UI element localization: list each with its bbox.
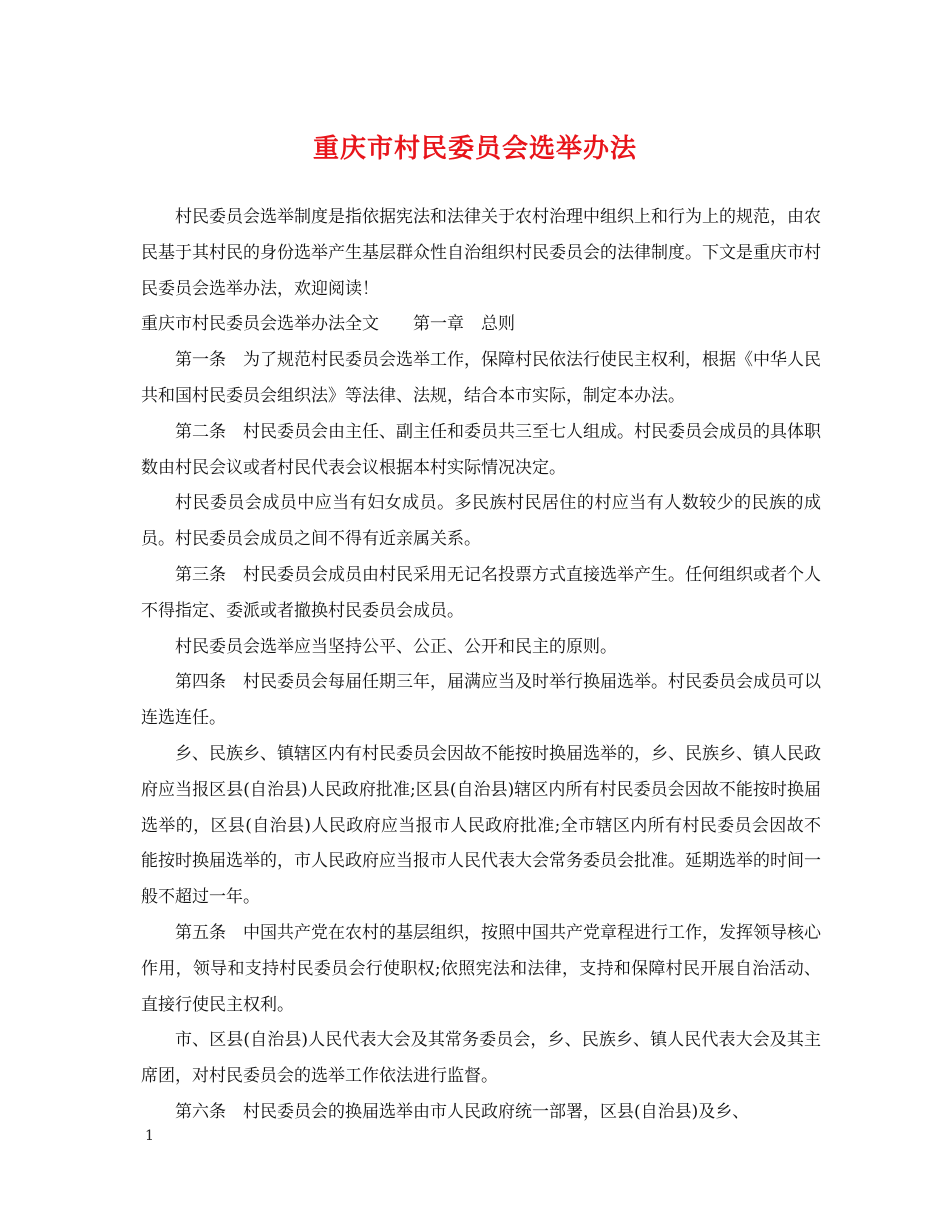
paragraph-intro: 村民委员会选举制度是指依据宪法和法律关于农村治理中组织上和行为上的规范，由农民基于其村民的身份选举产生基层群众性自治组织村民委员会的法律制度。下文是重庆市村民委员会选举办法，欢迎阅读！ bbox=[141, 207, 821, 299]
paragraph-article-4: 第四条 村民委员会每届任期三年，届满应当及时举行换届选举。村民委员会成员可以连选连任。 bbox=[141, 672, 821, 729]
paragraph-article-5-supervision: 市、区县(自治县)人民代表大会及其常务委员会，乡、民族乡、镇人民代表大会及其主席团，对村民委员会的选举工作依法进行监督。 bbox=[141, 1030, 821, 1087]
paragraph-article-5: 第五条 中国共产党在农村的基层组织，按照中国共产党章程进行工作，发挥领导核心作用，领导和支持村民委员会行使职权;依照宪法和法律，支持和保障村民开展自治活动、直接行使民主权利。 bbox=[141, 922, 821, 1015]
paragraph-article-2-women: 村民委员会成员中应当有妇女成员。多民族村民居住的村应当有人数较少的民族的成员。村民委员会成员之间不得有近亲属关系。 bbox=[141, 493, 821, 550]
paragraph-article-1: 第一条 为了规范村民委员会选举工作，保障村民依法行使民主权利，根据《中华人民共和国村民委员会组织法》等法律、法规，结合本市实际，制定本办法。 bbox=[141, 350, 821, 406]
paragraph-article-2: 第二条 村民委员会由主任、副主任和委员共三至七人组成。村民委员会成员的具体职数由村民会议或者村民代表会议根据本村实际情况决定。 bbox=[141, 421, 821, 478]
paragraph-article-6: 第六条 村民委员会的换届选举由市人民政府统一部署，区县(自治县)及乡、 bbox=[175, 1101, 750, 1122]
paragraph-chapter-heading: 重庆市村民委员会选举办法全文 第一章 总则 bbox=[141, 314, 515, 335]
paragraph-article-4-delay: 乡、民族乡、镇辖区内有村民委员会因故不能按时换届选举的，乡、民族乡、镇人民政府应当报区县(自治县)人民政府批准;区县(自治县)辖区内所有村民委员会因故不能按时换届选举的，区县(自治县)人民政府应当报市人民政府批准;全市辖区内所有村民委员会因故不能按时换届选举的，市人民政府应当报市人民代表大会常务委员会批准。延期选举的时间一般不超过一年。 bbox=[141, 743, 821, 908]
document-body bbox=[141, 200, 821, 1131]
paragraph-article-3: 第三条 村民委员会成员由村民采用无记名投票方式直接选举产生。任何组织或者个人不得指定、委派或者撤换村民委员会成员。 bbox=[141, 564, 821, 621]
paragraph-article-3-principle: 村民委员会选举应当坚持公平、公正、公开和民主的原则。 bbox=[175, 636, 617, 657]
document-title: 重庆市村民委员会选举办法 bbox=[312, 134, 637, 164]
page-number: 1 bbox=[145, 1128, 154, 1144]
